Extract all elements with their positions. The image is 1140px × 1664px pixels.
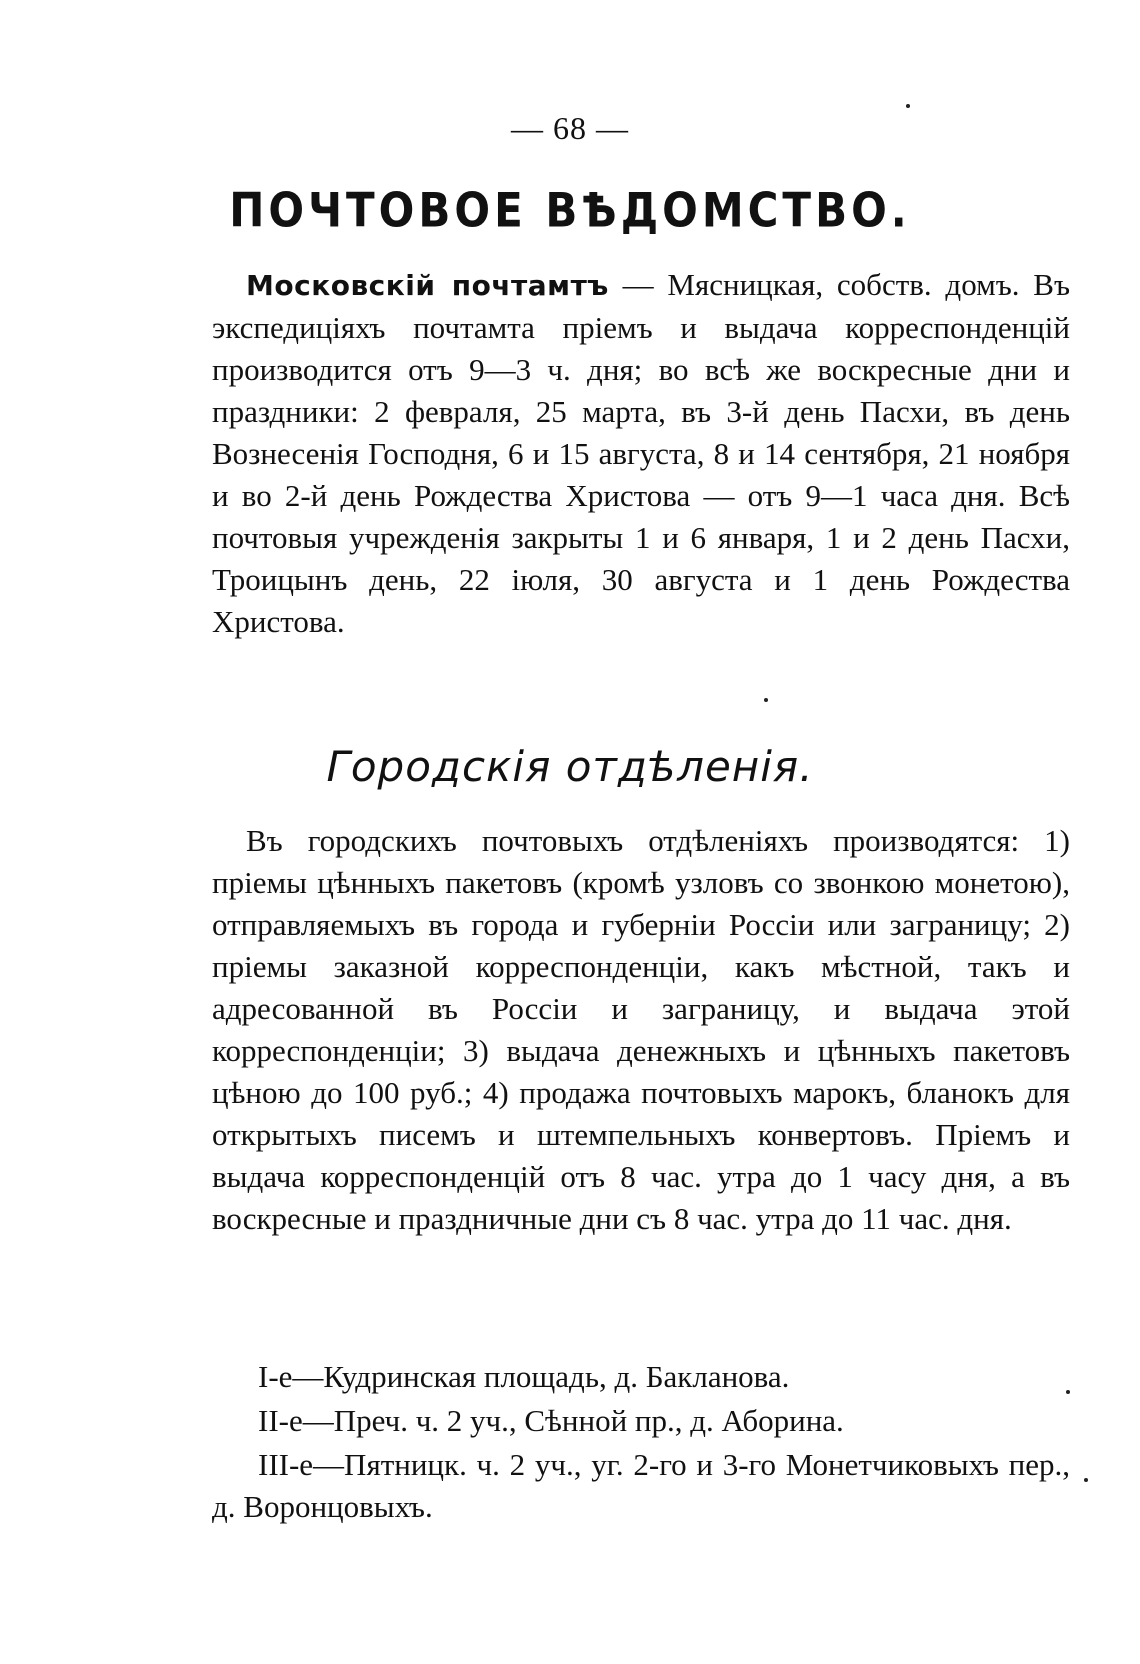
moscow-post-office-paragraph: [212, 264, 1070, 643]
subsection-heading: Городскія отдѣленія.: [326, 742, 814, 791]
paragraph-text: — Мясницкая, собств. домъ. Въ экспедиціяхъ почтамта пріемъ и выдача корреспонденцій производится отъ 9—3 ч. дня; во всѣ же воскресные дни и праздники: 2 февраля, 25 марта, въ 3-й день Пасхи, въ день Вознесенія Господня, 6 и 15 августа, 8 и 14 сентября, 21 ноября и во 2-й день Рождества Христова — отъ 9—1 часа дня. Всѣ почтовыя учрежденія закрыты 1 и 6 января, 1 и 2 день Пасхи, Троицынъ день, 22 іюля, 30 августа и 1 день Рождества Христова.: [212, 267, 1070, 639]
print-speck: [1084, 1478, 1088, 1482]
page-number: — 68 —: [511, 110, 629, 146]
print-speck: [1066, 1390, 1070, 1394]
office-entry-1: I-е—Кудринская площадь, д. Бакланова.: [258, 1359, 790, 1394]
section-heading: ПОЧТОВОЕ ВѢДОМСТВО.: [229, 183, 911, 238]
office-entry-2: II-е—Преч. ч. 2 уч., Сѣнной пр., д. Аборина.: [258, 1403, 844, 1438]
paragraph-lead: Московскій почтамтъ: [246, 269, 609, 302]
city-branches-paragraph: Въ городскихъ почтовыхъ отдѣленіяхъ производятся: 1) пріемы цѣнныхъ пакетовъ (кромѣ узловъ со звонкою монетою), отправляемыхъ въ города и губерніи Россіи или заграницу; 2) пріемы заказной корреспонденціи, какъ мѣстной, такъ и адресованной въ Россіи и заграницу, и выдача этой корреспонденціи; 3) выдача денежныхъ и цѣнныхъ пакетовъ цѣною до 100 руб.; 4) продажа почтовыхъ марокъ, бланокъ для открытыхъ писемъ и штемпельныхъ конвертовъ. Пріемъ и выдача корреспонденцій отъ 8 час. утра до 1 часу дня, а въ воскресные и праздничные дни съ 8 час. утра до 11 час. дня.: [212, 823, 1070, 1236]
print-speck: [764, 698, 768, 702]
office-entry-3: III-е—Пятницк. ч. 2 уч., уг. 2-го и 3-го Монетчиковыхъ пер., д. Воронцовыхъ.: [212, 1447, 1070, 1524]
print-speck: [906, 104, 910, 108]
